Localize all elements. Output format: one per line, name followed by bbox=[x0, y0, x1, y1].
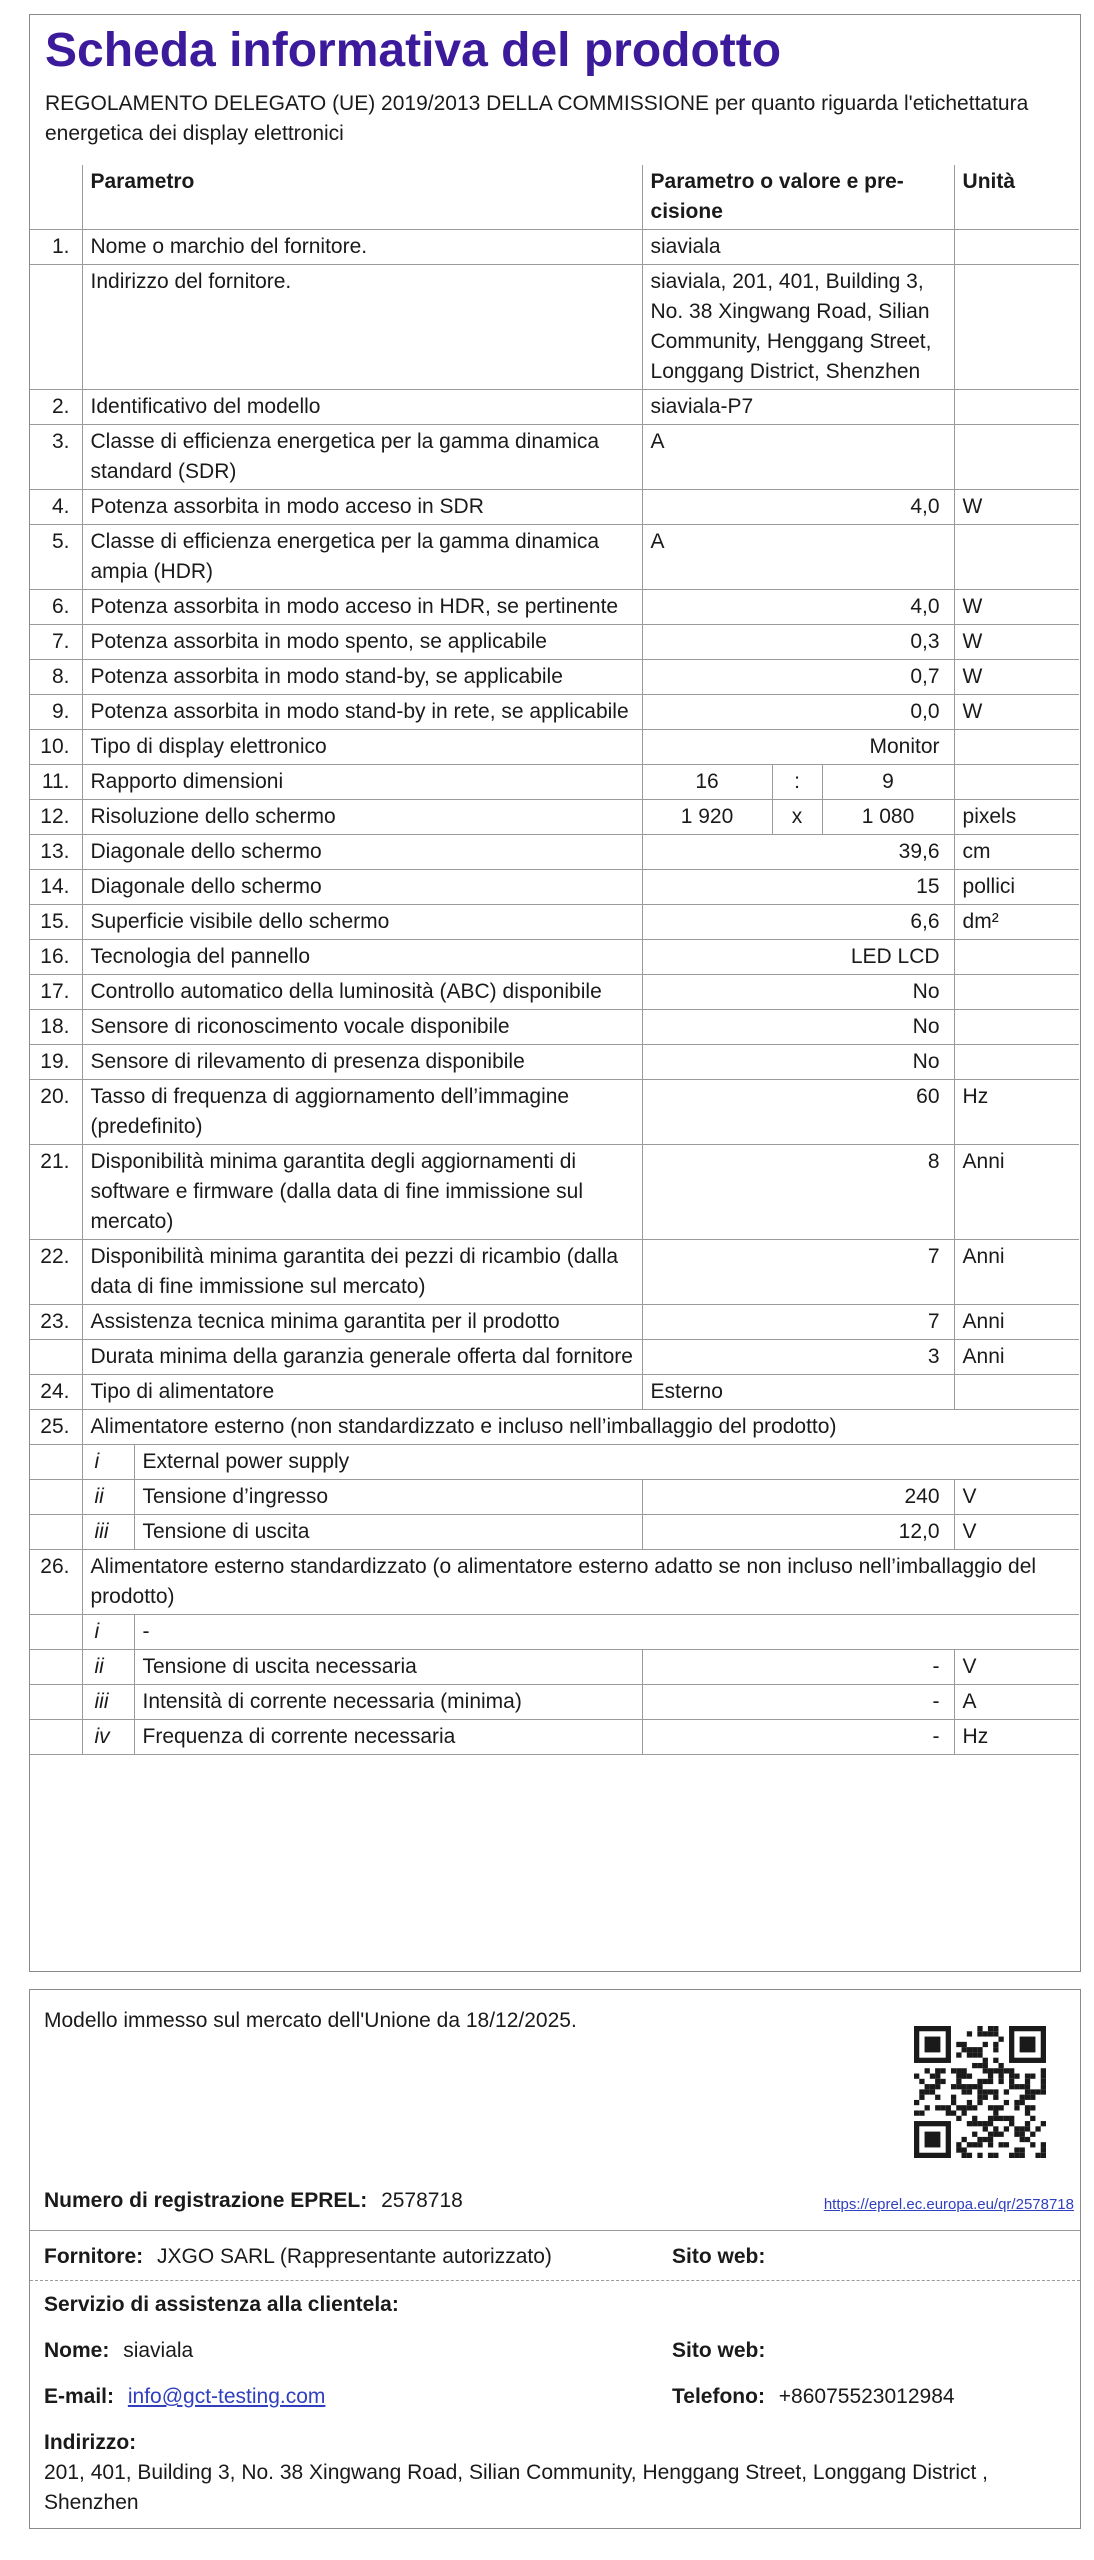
eprel-label: Numero di registrazione EPREL: bbox=[44, 2189, 368, 2212]
parameter-value: 15 bbox=[642, 870, 954, 905]
eprel-number: 2578718 bbox=[381, 2189, 463, 2212]
parameter-label: Potenza assorbita in modo stand-by, se applicabile bbox=[82, 660, 642, 695]
parameter-label: Assistenza tecnica minima garantita per il prodotto bbox=[82, 1305, 642, 1340]
parameter-label: Diagonale dello schermo bbox=[82, 870, 642, 905]
table-row bbox=[30, 765, 1079, 800]
address-value: 201, 401, Building 3, No. 38 Xingwang Road, Silian Community, Henggang Street, Longgang District , Shenzhen bbox=[44, 2461, 989, 2514]
table-row bbox=[30, 800, 1079, 835]
ratio-second: 1 080 bbox=[822, 800, 954, 835]
customer-service-heading: Servizio di assistenza alla clientela: bbox=[44, 2293, 399, 2316]
unit-cell: V bbox=[954, 1515, 1079, 1550]
parameter-value: Monitor bbox=[642, 730, 954, 765]
row-number: 13. bbox=[30, 835, 82, 870]
unit-cell bbox=[954, 525, 1079, 590]
table-row bbox=[30, 590, 1079, 625]
parameter-label: Controllo automatico della luminosità (ABC) disponibile bbox=[82, 975, 642, 1010]
parameter-value: A bbox=[642, 425, 954, 490]
parameter-label: Potenza assorbita in modo spento, se applicabile bbox=[82, 625, 642, 660]
table-row bbox=[30, 660, 1079, 695]
parameter-value: No bbox=[642, 1010, 954, 1045]
sub-index: iii bbox=[82, 1685, 134, 1720]
parameter-value: 0,0 bbox=[642, 695, 954, 730]
table-row bbox=[30, 1445, 1079, 1480]
unit-cell bbox=[954, 975, 1079, 1010]
ratio-second: 9 bbox=[822, 765, 954, 800]
row-number: 7. bbox=[30, 625, 82, 660]
parameter-label: Superficie visibile dello schermo bbox=[82, 905, 642, 940]
parameter-label: Tecnologia del pannello bbox=[82, 940, 642, 975]
sub-index: iii bbox=[82, 1515, 134, 1550]
table-row bbox=[30, 265, 1079, 390]
row-number: 23. bbox=[30, 1305, 82, 1340]
market-date-text: Modello immesso sul mercato dell'Unione da 18/12/2025. bbox=[44, 2009, 577, 2032]
unit-cell: pollici bbox=[954, 870, 1079, 905]
parameter-value: 0,3 bbox=[642, 625, 954, 660]
unit-cell: Anni bbox=[954, 1340, 1079, 1375]
unit-cell: pixels bbox=[954, 800, 1079, 835]
table-row bbox=[30, 1080, 1079, 1145]
row-number bbox=[30, 265, 82, 390]
table-row bbox=[30, 490, 1079, 525]
row-number: 21. bbox=[30, 1145, 82, 1240]
registration-card bbox=[29, 1989, 1081, 2529]
parameter-value: A bbox=[642, 525, 954, 590]
supplier-label: Fornitore: bbox=[44, 2245, 144, 2268]
row-number: 10. bbox=[30, 730, 82, 765]
parameter-value: 60 bbox=[642, 1080, 954, 1145]
sub-parameter-label: External power supply bbox=[134, 1445, 1079, 1480]
row-number: 4. bbox=[30, 490, 82, 525]
parameter-label: Potenza assorbita in modo acceso in SDR bbox=[82, 490, 642, 525]
row-number: 25. bbox=[30, 1410, 82, 1445]
row-number-cell bbox=[30, 1480, 82, 1515]
phone-label: Telefono: bbox=[672, 2385, 765, 2408]
row-number: 18. bbox=[30, 1010, 82, 1045]
table-row bbox=[30, 1410, 1079, 1445]
row-number-cell bbox=[30, 1720, 82, 1755]
unit-cell bbox=[954, 1010, 1079, 1045]
parameter-label: Tipo di display elettronico bbox=[82, 730, 642, 765]
unit-cell: Anni bbox=[954, 1145, 1079, 1240]
unit-cell: Hz bbox=[954, 1720, 1079, 1755]
parameter-label: Tipo di alimentatore bbox=[82, 1375, 642, 1410]
table-row bbox=[30, 870, 1079, 905]
table-row bbox=[30, 1145, 1079, 1240]
table-row bbox=[30, 1550, 1079, 1615]
unit-cell bbox=[954, 390, 1079, 425]
parameter-value: 4,0 bbox=[642, 590, 954, 625]
unit-cell: W bbox=[954, 490, 1079, 525]
row-number: 17. bbox=[30, 975, 82, 1010]
row-number-cell bbox=[30, 1685, 82, 1720]
table-row bbox=[30, 1650, 1079, 1685]
parameter-value: siaviala-P7 bbox=[642, 390, 954, 425]
row-number: 2. bbox=[30, 390, 82, 425]
table-row bbox=[30, 730, 1079, 765]
unit-cell: W bbox=[954, 695, 1079, 730]
row-number: 6. bbox=[30, 590, 82, 625]
table-row bbox=[30, 905, 1079, 940]
ratio-separator: : bbox=[772, 765, 822, 800]
unit-cell: W bbox=[954, 625, 1079, 660]
unit-cell: Anni bbox=[954, 1240, 1079, 1305]
row-number: 19. bbox=[30, 1045, 82, 1080]
table-row bbox=[30, 390, 1079, 425]
section-heading: Alimentatore esterno standardizzato (o alimentatore esterno adatto se non incluso nell’imballaggio del prodotto) bbox=[82, 1550, 1079, 1615]
unit-cell: Hz bbox=[954, 1080, 1079, 1145]
sub-parameter-label: Frequenza di corrente necessaria bbox=[134, 1720, 642, 1755]
divider bbox=[30, 2230, 1080, 2231]
table-row bbox=[30, 1720, 1079, 1755]
unit-cell: Anni bbox=[954, 1305, 1079, 1340]
row-number-cell bbox=[30, 165, 82, 230]
address-label: Indirizzo: bbox=[44, 2431, 137, 2454]
parameter-label: Indirizzo del fornitore. bbox=[82, 265, 642, 390]
table-row bbox=[30, 940, 1079, 975]
phone-value: +86075523012984 bbox=[778, 2385, 955, 2408]
parameter-label: Sensore di rilevamento di presenza disponibile bbox=[82, 1045, 642, 1080]
sub-parameter-label: Intensità di corrente necessaria (minima) bbox=[134, 1685, 642, 1720]
row-number: 26. bbox=[30, 1550, 82, 1615]
parameters-table bbox=[30, 165, 1079, 1755]
parameter-value: 8 bbox=[642, 1145, 954, 1240]
table-row bbox=[30, 1240, 1079, 1305]
eprel-link[interactable]: https://eprel.ec.europa.eu/qr/2578718 bbox=[823, 2196, 1074, 2213]
unit-cell bbox=[954, 940, 1079, 975]
parameter-value: 7 bbox=[642, 1240, 954, 1305]
parameter-value: 39,6 bbox=[642, 835, 954, 870]
parameter-value: Esterno bbox=[642, 1375, 954, 1410]
row-number-cell bbox=[30, 1515, 82, 1550]
unit-cell: cm bbox=[954, 835, 1079, 870]
name-label: Nome: bbox=[44, 2339, 110, 2362]
table-row bbox=[30, 1045, 1079, 1080]
parameter-label: Risoluzione dello schermo bbox=[82, 800, 642, 835]
table-row bbox=[30, 525, 1079, 590]
parameter-value: 240 bbox=[642, 1480, 954, 1515]
row-number: 16. bbox=[30, 940, 82, 975]
unit-cell: V bbox=[954, 1480, 1079, 1515]
table-row bbox=[30, 975, 1079, 1010]
sub-parameter-label: Tensione di uscita necessaria bbox=[134, 1650, 642, 1685]
parameter-label: Durata minima della garanzia generale offerta dal fornitore bbox=[82, 1340, 642, 1375]
parameter-value: 6,6 bbox=[642, 905, 954, 940]
row-number: 14. bbox=[30, 870, 82, 905]
parameter-value: 7 bbox=[642, 1305, 954, 1340]
parameter-value: - bbox=[642, 1720, 954, 1755]
row-number-cell bbox=[30, 1650, 82, 1685]
sub-index: ii bbox=[82, 1650, 134, 1685]
parameter-value: siaviala bbox=[642, 230, 954, 265]
row-number-cell bbox=[30, 1445, 82, 1480]
parameter-value: No bbox=[642, 975, 954, 1010]
table-row bbox=[30, 1010, 1079, 1045]
row-number: 12. bbox=[30, 800, 82, 835]
parameter-value: 0,7 bbox=[642, 660, 954, 695]
sub-index: i bbox=[82, 1615, 134, 1650]
parameter-value: 4,0 bbox=[642, 490, 954, 525]
sub-parameter-label: Tensione di uscita bbox=[134, 1515, 642, 1550]
unit-cell: V bbox=[954, 1650, 1079, 1685]
table-row bbox=[30, 1480, 1079, 1515]
sub-index: i bbox=[82, 1445, 134, 1480]
parameter-label: Disponibilità minima garantita degli aggiornamenti di software e firmware (dalla data di fine immissione sul mercato) bbox=[82, 1145, 642, 1240]
parameter-label: Disponibilità minima garantita dei pezzi di ricambio (dalla data di fine immissione sul mercato) bbox=[82, 1240, 642, 1305]
parameter-label: Potenza assorbita in modo acceso in HDR, se pertinente bbox=[82, 590, 642, 625]
product-info-sheet bbox=[29, 14, 1081, 1972]
ratio-first: 1 920 bbox=[642, 800, 772, 835]
parameter-value: - bbox=[642, 1685, 954, 1720]
parameter-label: Classe di efficienza energetica per la gamma dinamica ampia (HDR) bbox=[82, 525, 642, 590]
parameter-label: Diagonale dello schermo bbox=[82, 835, 642, 870]
row-number: 15. bbox=[30, 905, 82, 940]
row-number: 8. bbox=[30, 660, 82, 695]
sub-index: ii bbox=[82, 1480, 134, 1515]
supplier-website-label: Sito web: bbox=[672, 2245, 766, 2268]
table-row bbox=[30, 1515, 1079, 1550]
parameter-label: Classe di efficienza energetica per la gamma dinamica standard (SDR) bbox=[82, 425, 642, 490]
unit-cell bbox=[954, 1045, 1079, 1080]
row-number: 3. bbox=[30, 425, 82, 490]
parameter-label: Sensore di riconoscimento vocale disponibile bbox=[82, 1010, 642, 1045]
parameter-label: Tasso di frequenza di aggiornamento dell’immagine (predefinito) bbox=[82, 1080, 642, 1145]
row-number: 5. bbox=[30, 525, 82, 590]
email-link[interactable]: info@gct-testing.com bbox=[127, 2385, 326, 2408]
row-number: 24. bbox=[30, 1375, 82, 1410]
unit-cell bbox=[954, 265, 1079, 390]
row-number: 11. bbox=[30, 765, 82, 800]
parameter-value: - bbox=[642, 1650, 954, 1685]
header-value: Parametro o valore e precisione bbox=[642, 165, 954, 230]
unit-cell: A bbox=[954, 1685, 1079, 1720]
sub-parameter-label: Tensione d’ingresso bbox=[134, 1480, 642, 1515]
parameter-value: 12,0 bbox=[642, 1515, 954, 1550]
table-header-row bbox=[30, 165, 1079, 230]
sub-index: iv bbox=[82, 1720, 134, 1755]
row-number: 20. bbox=[30, 1080, 82, 1145]
service-website-label: Sito web: bbox=[672, 2339, 766, 2362]
section-heading: Alimentatore esterno (non standardizzato e incluso nell’imballaggio del prodotto) bbox=[82, 1410, 1079, 1445]
sub-parameter-label: - bbox=[134, 1615, 1079, 1650]
name-value: siaviala bbox=[123, 2339, 194, 2362]
parameter-value: siaviala, 201, 401, Building 3, No. 38 Xingwang Road, Silian Community, Henggang Street, Longgang District, Shenzhen bbox=[642, 265, 954, 390]
parameter-label: Identificativo del modello bbox=[82, 390, 642, 425]
unit-cell bbox=[954, 730, 1079, 765]
unit-cell: dm² bbox=[954, 905, 1079, 940]
unit-cell bbox=[954, 765, 1079, 800]
unit-cell bbox=[954, 230, 1079, 265]
parameter-label: Rapporto dimensioni bbox=[82, 765, 642, 800]
unit-cell: W bbox=[954, 660, 1079, 695]
table-row bbox=[30, 695, 1079, 730]
header-unit: Unità bbox=[954, 165, 1079, 230]
qr-code-icon bbox=[914, 2026, 1046, 2158]
parameter-label: Potenza assorbita in modo stand-by in rete, se applicabile bbox=[82, 695, 642, 730]
header-parameter: Parametro bbox=[82, 165, 642, 230]
unit-cell bbox=[954, 1375, 1079, 1410]
regulation-subtitle: REGOLAMENTO DELEGATO (UE) 2019/2013 DELLA COMMISSIONE per quanto riguarda l'etichettatura energetica dei display elettronici bbox=[45, 92, 1029, 145]
row-number: 1. bbox=[30, 230, 82, 265]
supplier-value: JXGO SARL (Rappresentante autorizzato) bbox=[157, 2245, 552, 2268]
parameter-value: 3 bbox=[642, 1340, 954, 1375]
table-row bbox=[30, 230, 1079, 265]
ratio-first: 16 bbox=[642, 765, 772, 800]
unit-cell bbox=[954, 425, 1079, 490]
ratio-separator: x bbox=[772, 800, 822, 835]
table-row bbox=[30, 835, 1079, 870]
unit-cell: W bbox=[954, 590, 1079, 625]
parameter-label: Nome o marchio del fornitore. bbox=[82, 230, 642, 265]
table-row bbox=[30, 1685, 1079, 1720]
table-row bbox=[30, 1615, 1079, 1650]
parameter-value: No bbox=[642, 1045, 954, 1080]
row-number bbox=[30, 1340, 82, 1375]
table-row bbox=[30, 625, 1079, 660]
row-number-cell bbox=[30, 1615, 82, 1650]
row-number: 22. bbox=[30, 1240, 82, 1305]
row-number: 9. bbox=[30, 695, 82, 730]
parameter-value: LED LCD bbox=[642, 940, 954, 975]
table-row bbox=[30, 1340, 1079, 1375]
table-row bbox=[30, 425, 1079, 490]
dashed-divider bbox=[30, 2280, 1080, 2281]
email-label: E-mail: bbox=[44, 2385, 115, 2408]
page-title: Scheda informativa del prodotto bbox=[45, 24, 782, 77]
table-row bbox=[30, 1305, 1079, 1340]
table-row bbox=[30, 1375, 1079, 1410]
